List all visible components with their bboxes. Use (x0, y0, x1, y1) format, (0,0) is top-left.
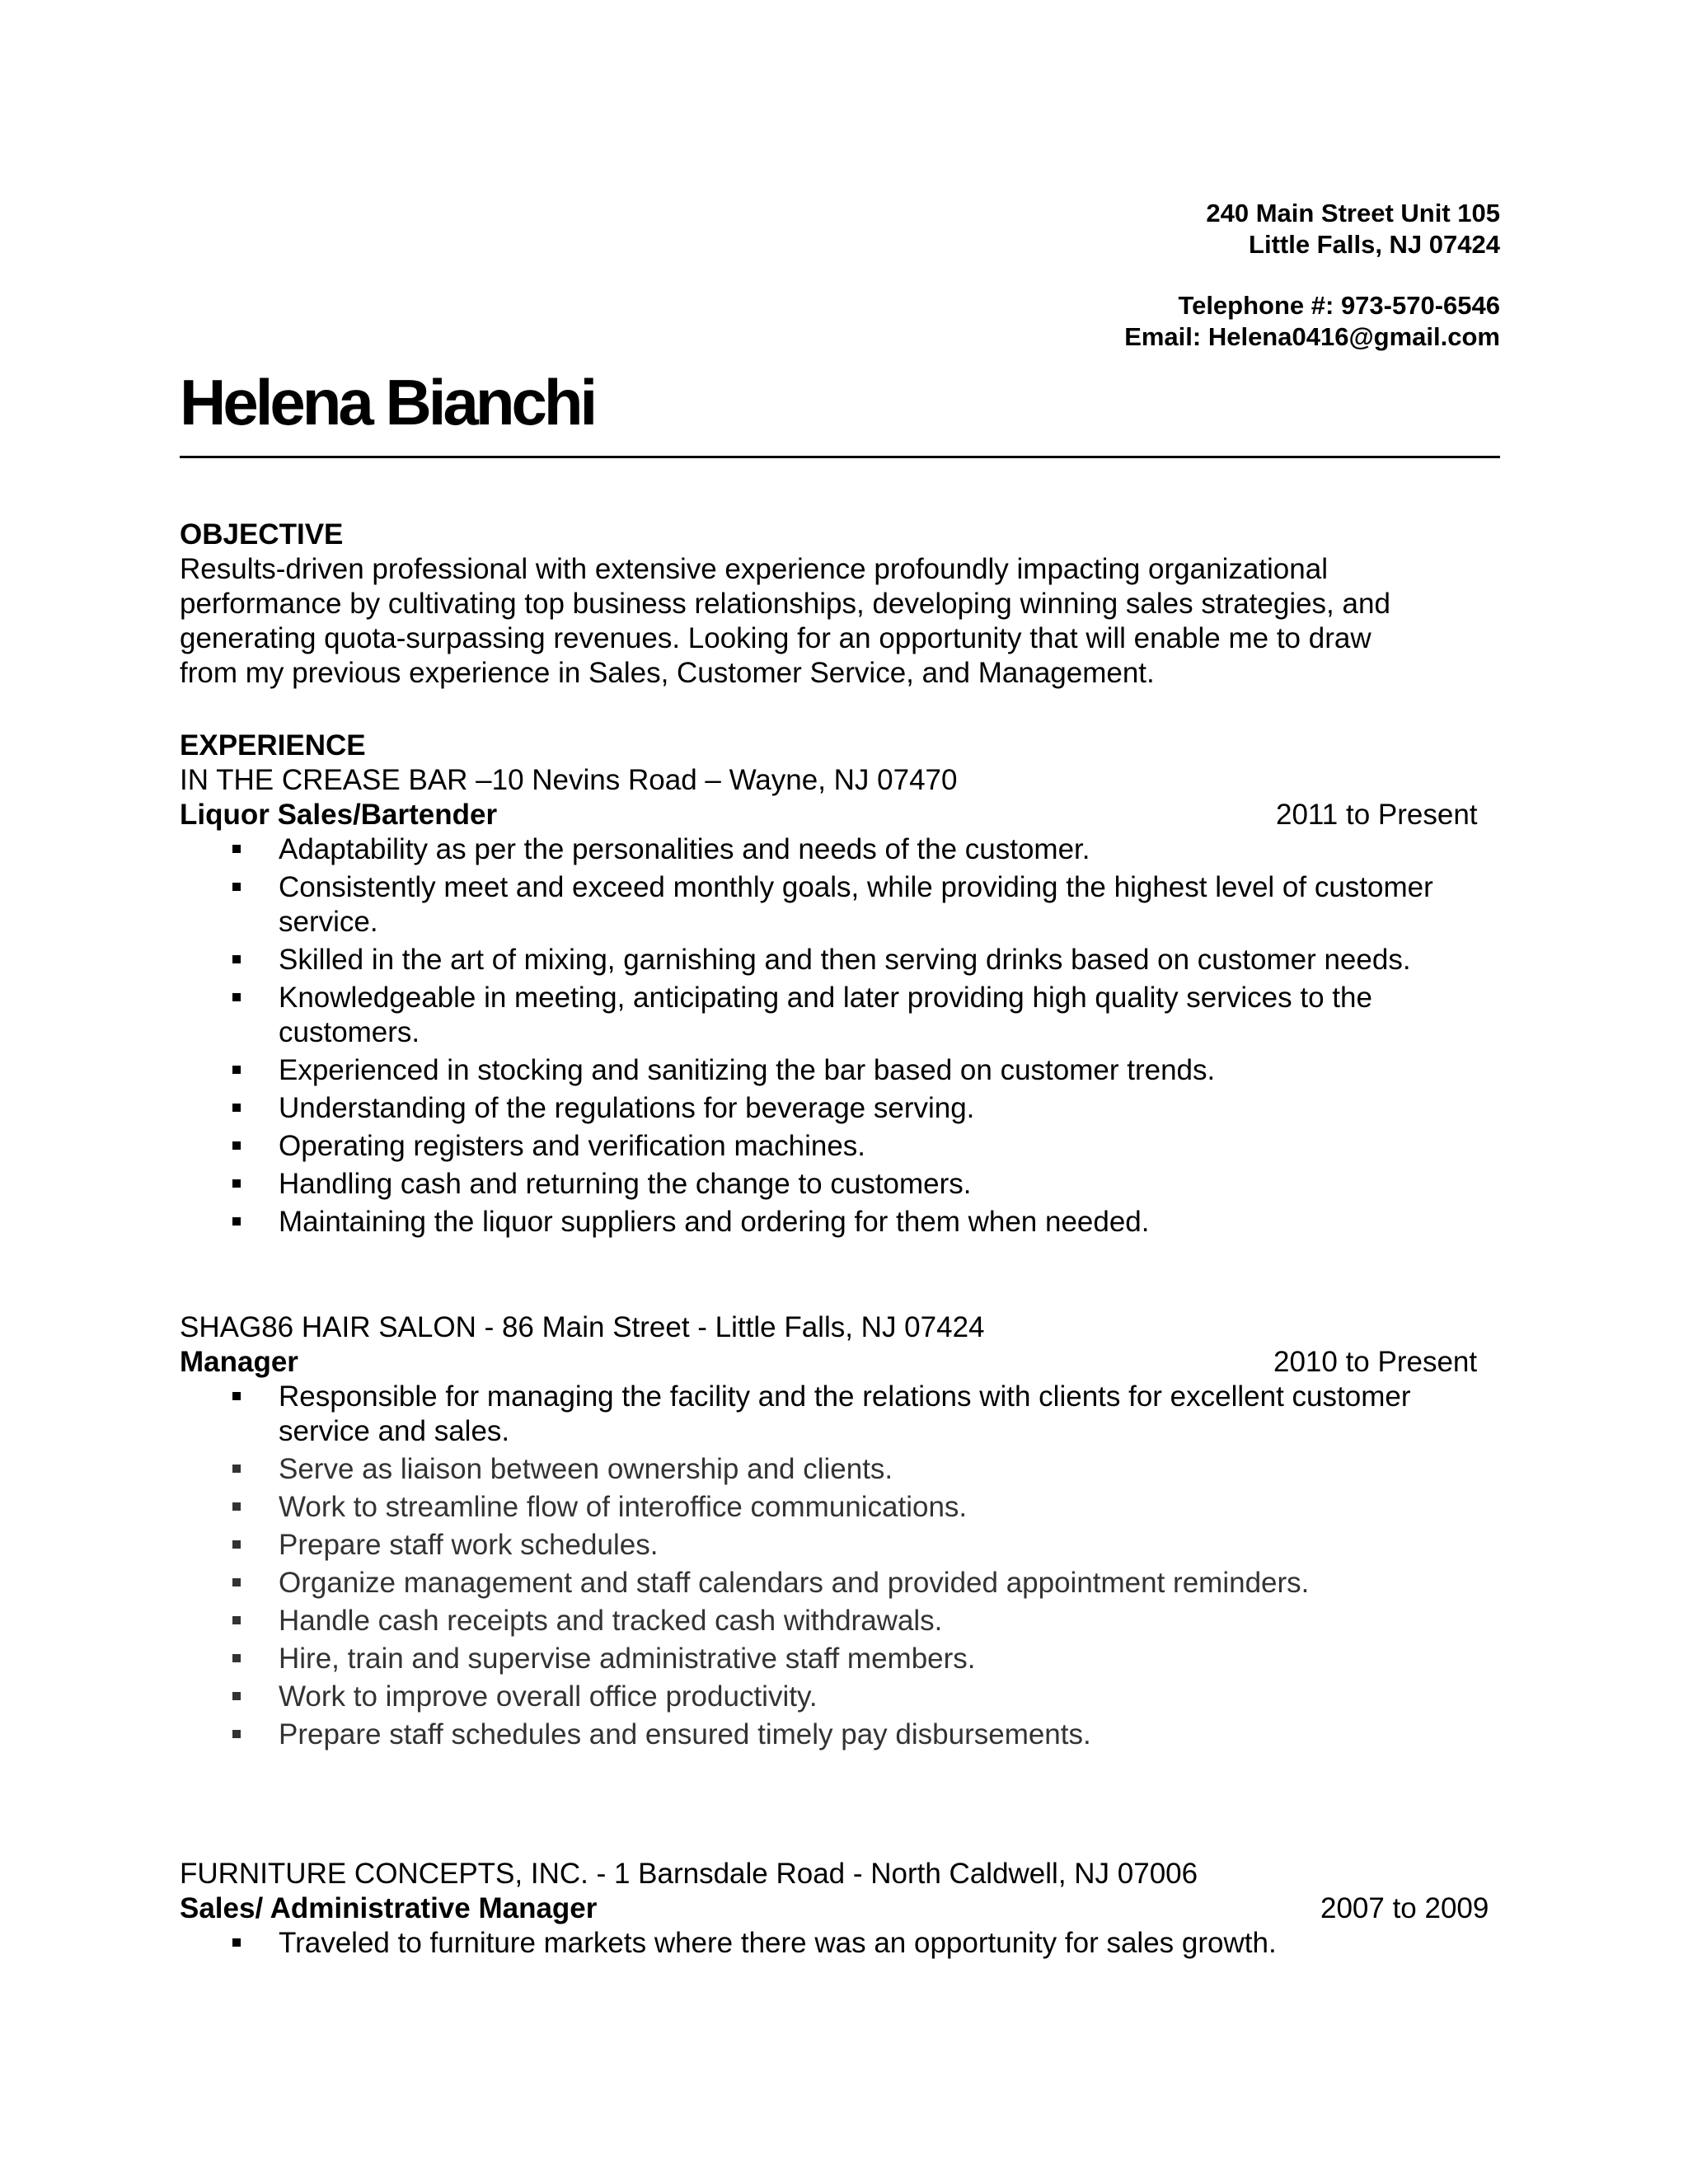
job-bullets (180, 1452, 1500, 1752)
bullet-square-icon (232, 1066, 241, 1074)
bullet-item (180, 1129, 1500, 1164)
bullet-square-icon (232, 1141, 241, 1150)
job-dates: 2011 to Present (1276, 799, 1478, 831)
bullet-item (180, 943, 1500, 977)
bullet-text: Prepare staff work schedules. (279, 1529, 659, 1561)
bullet-text: Handling cash and returning the change to customers. (279, 1168, 972, 1200)
job-entry (180, 763, 1500, 1240)
bullet-item (180, 981, 1500, 1050)
bullet-square-icon (232, 1730, 241, 1738)
contact-block (1124, 290, 1500, 353)
bullet-text: Skilled in the art of mixing, garnishing and then serving drinks based on customer needs. (279, 944, 1411, 976)
job-dates: 2007 to 2009 (1320, 1892, 1489, 1924)
bullet-text: Operating registers and verification machines. (279, 1130, 866, 1162)
job-title: Liquor Sales/Bartender (180, 799, 498, 831)
bullet-square-icon (232, 1578, 241, 1586)
bullet-text: Consistently meet and exceed monthly goals, while providing the highest level of customer service. (279, 871, 1433, 938)
job-bullets (180, 1926, 1500, 1961)
objective-line: Results-driven professional with extensive experience profoundly impacting organizational (180, 553, 1328, 585)
bullet-item (180, 1091, 1500, 1126)
bullet-text: Work to improve overall office productivity. (279, 1680, 818, 1713)
bullet-square-icon (232, 1616, 241, 1624)
bullet-text: Handle cash receipts and tracked cash withdrawals. (279, 1605, 943, 1637)
bullet-item (180, 1205, 1500, 1240)
experience-heading: EXPERIENCE (180, 729, 366, 762)
bullet-item (180, 1642, 1500, 1676)
bullet-item (180, 1718, 1500, 1752)
bullet-square-icon (232, 1692, 241, 1700)
bullet-square-icon (232, 1465, 241, 1473)
bullet-square-icon (232, 883, 241, 891)
bullet-text: Responsible for managing the facility and the relations with clients for excellent customer service and sales. (279, 1380, 1411, 1447)
bullet-item (180, 870, 1500, 940)
job-title: Manager (180, 1346, 298, 1378)
bullet-text: Serve as liaison between ownership and clients. (279, 1453, 893, 1485)
bullet-square-icon (232, 1540, 241, 1549)
telephone: Telephone #: 973-570-6546 (1178, 291, 1500, 320)
bullet-square-icon (232, 1938, 241, 1947)
job-title: Sales/ Administrative Manager (180, 1892, 598, 1924)
bullet-square-icon (232, 1104, 241, 1112)
bullet-item (180, 1490, 1500, 1525)
bullet-item (180, 1380, 1500, 1449)
bullet-text: Hire, train and supervise administrative staff members. (279, 1643, 976, 1675)
bullet-text: Traveled to furniture markets where there was an opportunity for sales growth. (279, 1927, 1277, 1959)
bullet-square-icon (232, 1502, 241, 1511)
bullet-square-icon (232, 1217, 241, 1226)
job-entry (180, 1857, 1500, 1964)
bullet-item (180, 1452, 1500, 1487)
bullet-square-icon (232, 1654, 241, 1662)
experience-section (180, 729, 1500, 1243)
objective-line: generating quota-surpassing revenues. Looking for an opportunity that will enable me to draw (180, 622, 1372, 654)
address-block (1206, 198, 1500, 260)
bullet-text: Maintaining the liquor suppliers and ordering for them when needed. (279, 1206, 1150, 1238)
bullet-square-icon (232, 845, 241, 853)
bullet-text: Experienced in stocking and sanitizing the bar based on customer trends. (279, 1054, 1216, 1086)
bullet-item (180, 1566, 1500, 1601)
objective-section (180, 518, 1500, 691)
bullet-square-icon (232, 1392, 241, 1400)
job-title-row (180, 1345, 1500, 1380)
bullet-square-icon (232, 1179, 241, 1188)
bullet-text: Work to streamline flow of interoffice communications. (279, 1491, 968, 1523)
bullet-item (180, 1680, 1500, 1714)
bullet-item (180, 1167, 1500, 1202)
bullet-text: Organize management and staff calendars and provided appointment reminders. (279, 1567, 1310, 1599)
objective-heading: OBJECTIVE (180, 518, 344, 551)
employer: IN THE CREASE BAR –10 Nevins Road – Wayne, NJ 07470 (180, 764, 958, 796)
employer: FURNITURE CONCEPTS, INC. - 1 Barnsdale Road - North Caldwell, NJ 07006 (180, 1858, 1198, 1890)
address-line-1: 240 Main Street Unit 105 (1206, 199, 1500, 227)
bullet-text: Adaptability as per the personalities and needs of the customer. (279, 833, 1090, 865)
bullet-square-icon (232, 955, 241, 963)
employer: SHAG86 HAIR SALON - 86 Main Street - Little Falls, NJ 07424 (180, 1311, 985, 1343)
job-entry (180, 1310, 1500, 1755)
bullet-item (180, 1528, 1500, 1563)
bullet-item (180, 832, 1500, 867)
objective-line: performance by cultivating top business relationships, developing winning sales strategies, and (180, 588, 1390, 620)
objective-line: from my previous experience in Sales, Customer Service, and Management. (180, 657, 1155, 689)
applicant-name: Helena Bianchi (180, 366, 595, 438)
job-bullets (180, 832, 1500, 1240)
address-line-2: Little Falls, NJ 07424 (1249, 230, 1500, 259)
bullet-text: Understanding of the regulations for beverage serving. (279, 1092, 975, 1124)
bullet-text: Knowledgeable in meeting, anticipating and later providing high quality services to the customers. (279, 982, 1372, 1048)
bullet-square-icon (232, 993, 241, 1001)
bullet-text: Prepare staff schedules and ensured timely pay disbursements. (279, 1718, 1091, 1750)
job-bullets (180, 1380, 1500, 1449)
header-divider (180, 456, 1500, 458)
job-title-row (180, 798, 1500, 832)
bullet-item (180, 1604, 1500, 1638)
bullet-item (180, 1926, 1500, 1961)
job-dates: 2010 to Present (1273, 1346, 1478, 1378)
job-title-row (180, 1891, 1500, 1926)
email: Email: Helena0416@gmail.com (1124, 322, 1500, 351)
bullet-item (180, 1053, 1500, 1088)
